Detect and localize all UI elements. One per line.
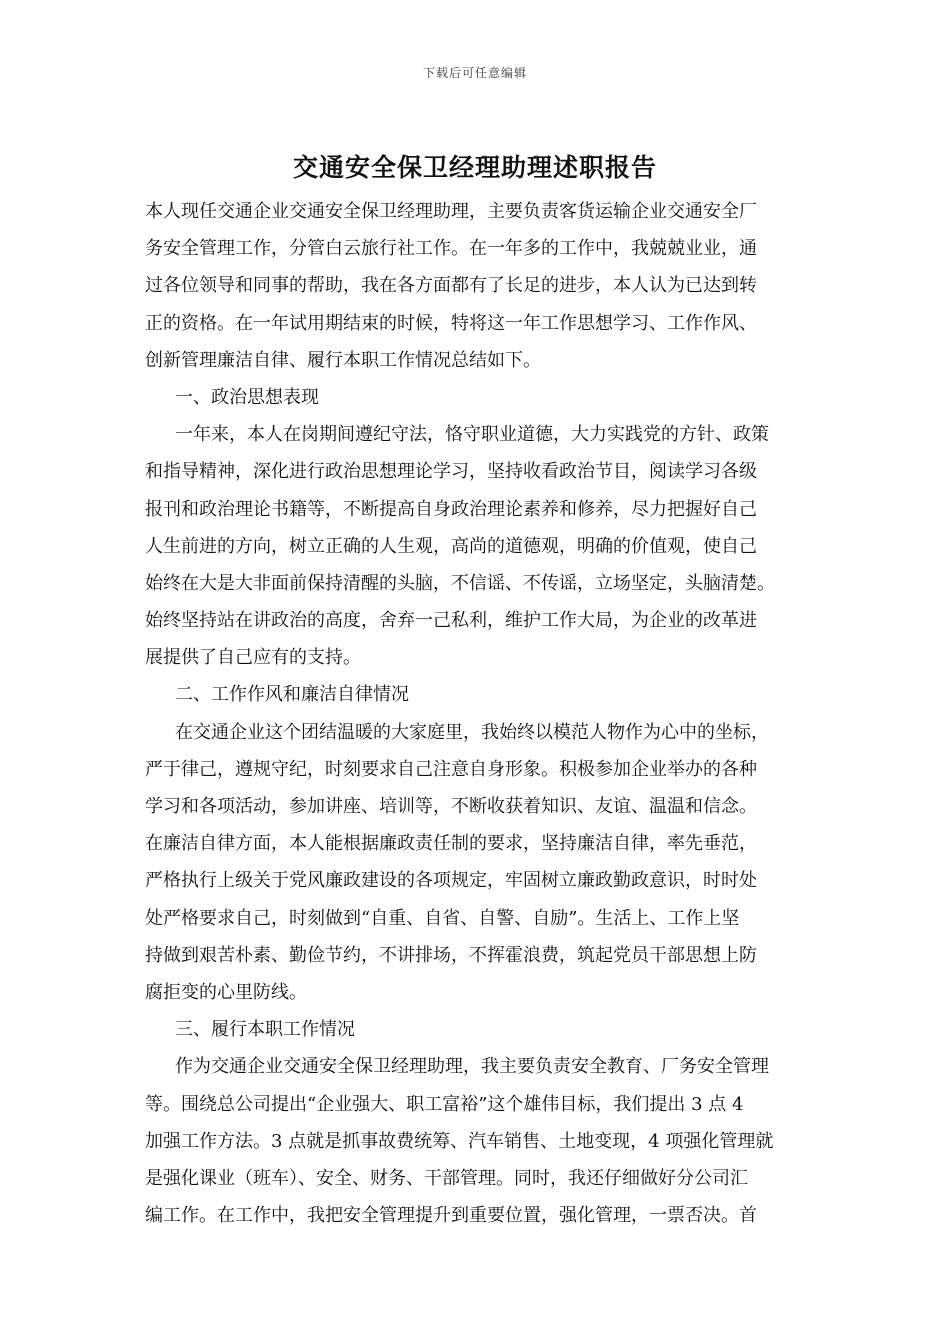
text-line: 创新管理廉洁自律、履行本职工作情况总结如下。 xyxy=(145,349,541,371)
text-line: 处严格要求自己，时刻做到“自重、自省、自警、自励”。生活上、工作上坚 xyxy=(145,907,740,929)
text-line: 过各位领导和同事的帮助，我在各方面都有了长足的进步，本人认为已达到转 xyxy=(145,275,757,297)
text-line: 学习和各项活动，参加讲座、培训等，不断收获着知识、友谊、温温和信念。 xyxy=(145,796,757,817)
text-line: 一年来，本人在岗期间遵纪守法，恪守职业道德，大力实践党的方针、政策 xyxy=(175,424,769,446)
text-line: 始终坚持站在讲政治的高度，舍弃一己私利，维护工作大局，为企业的改革进 xyxy=(145,610,757,632)
header-note: 下载后可任意编辑 xyxy=(422,66,527,80)
document-body xyxy=(145,193,810,1234)
text-line: 本人现任交通企业交通安全保卫经理助理，主要负责客货运输企业交通安全厂 xyxy=(145,201,757,222)
text-line: 报刊和政治理论书籍等，不断提高自身政治理论素养和修养，尽力把握好自己 xyxy=(145,498,757,520)
text-line: 正的资格。在一年试用期结束的时候，特将这一年工作思想学习、工作作风、 xyxy=(145,312,757,334)
text-line: 二、工作作风和廉洁自律情况 xyxy=(175,684,409,706)
text-line: 严格执行上级关于党风廉政建设的各项规定，牢固树立廉政勤政意识，时时处 xyxy=(145,870,757,892)
text-line: 人生前进的方向，树立正确的人生观，高尚的道德观，明确的价值观，使自己 xyxy=(145,535,757,557)
text-line: 严于律己，遵规守纪，时刻要求自己注意自身形象。积极参加企业举办的各种 xyxy=(145,758,757,780)
text-line: 始终在大是大非面前保持清醒的头脑，不信谣、不传谣，立场坚定，头脑清楚。 xyxy=(145,572,775,594)
text-line: 腐拒变的心里防线。 xyxy=(145,981,307,1003)
text-line: 持做到艰苦朴素、勤俭节约，不讲排场，不挥霍浪费，筑起党员干部思想上防 xyxy=(145,944,757,966)
text-line: 三、履行本职工作情况 xyxy=(175,1019,355,1041)
text-line: 作为交通企业交通安全保卫经理助理，我主要负责安全教育、厂务安全管理 xyxy=(175,1056,769,1078)
text-line: 等。围绕总公司提出“企业强大、职工富裕”这个雄伟目标，我们提出 3 点 4 xyxy=(145,1093,744,1115)
document-title: 交通安全保卫经理助理述职报告 xyxy=(292,153,657,182)
text-line: 和指导精神，深化进行政治思想理论学习，坚持收看政治节目，阅读学习各级 xyxy=(145,461,757,483)
text-line: 一、政治思想表现 xyxy=(175,386,319,408)
text-line: 展提供了自己应有的支持。 xyxy=(145,647,361,669)
text-line: 在廉洁自律方面，本人能根据廉政责任制的要求，坚持廉洁自律，率先垂范， xyxy=(145,833,757,855)
text-line: 务安全管理工作，分管白云旅行社工作。在一年多的工作中，我兢兢业业，通 xyxy=(145,238,757,260)
text-line: 是强化课业（班车）、安全、财务、干部管理。同时，我还仔细做好分公司汇 xyxy=(145,1167,748,1189)
text-line: 在交通企业这个团结温暖的大家庭里，我始终以模范人物作为心中的坐标， xyxy=(175,721,769,743)
text-line: 编工作。在工作中，我把安全管理提升到重要位置，强化管理，一票否决。首 xyxy=(145,1205,757,1227)
text-line: 加强工作方法。3 点就是抓事故费统筹、汽车销售、土地变现，4 项强化管理就 xyxy=(145,1130,774,1152)
